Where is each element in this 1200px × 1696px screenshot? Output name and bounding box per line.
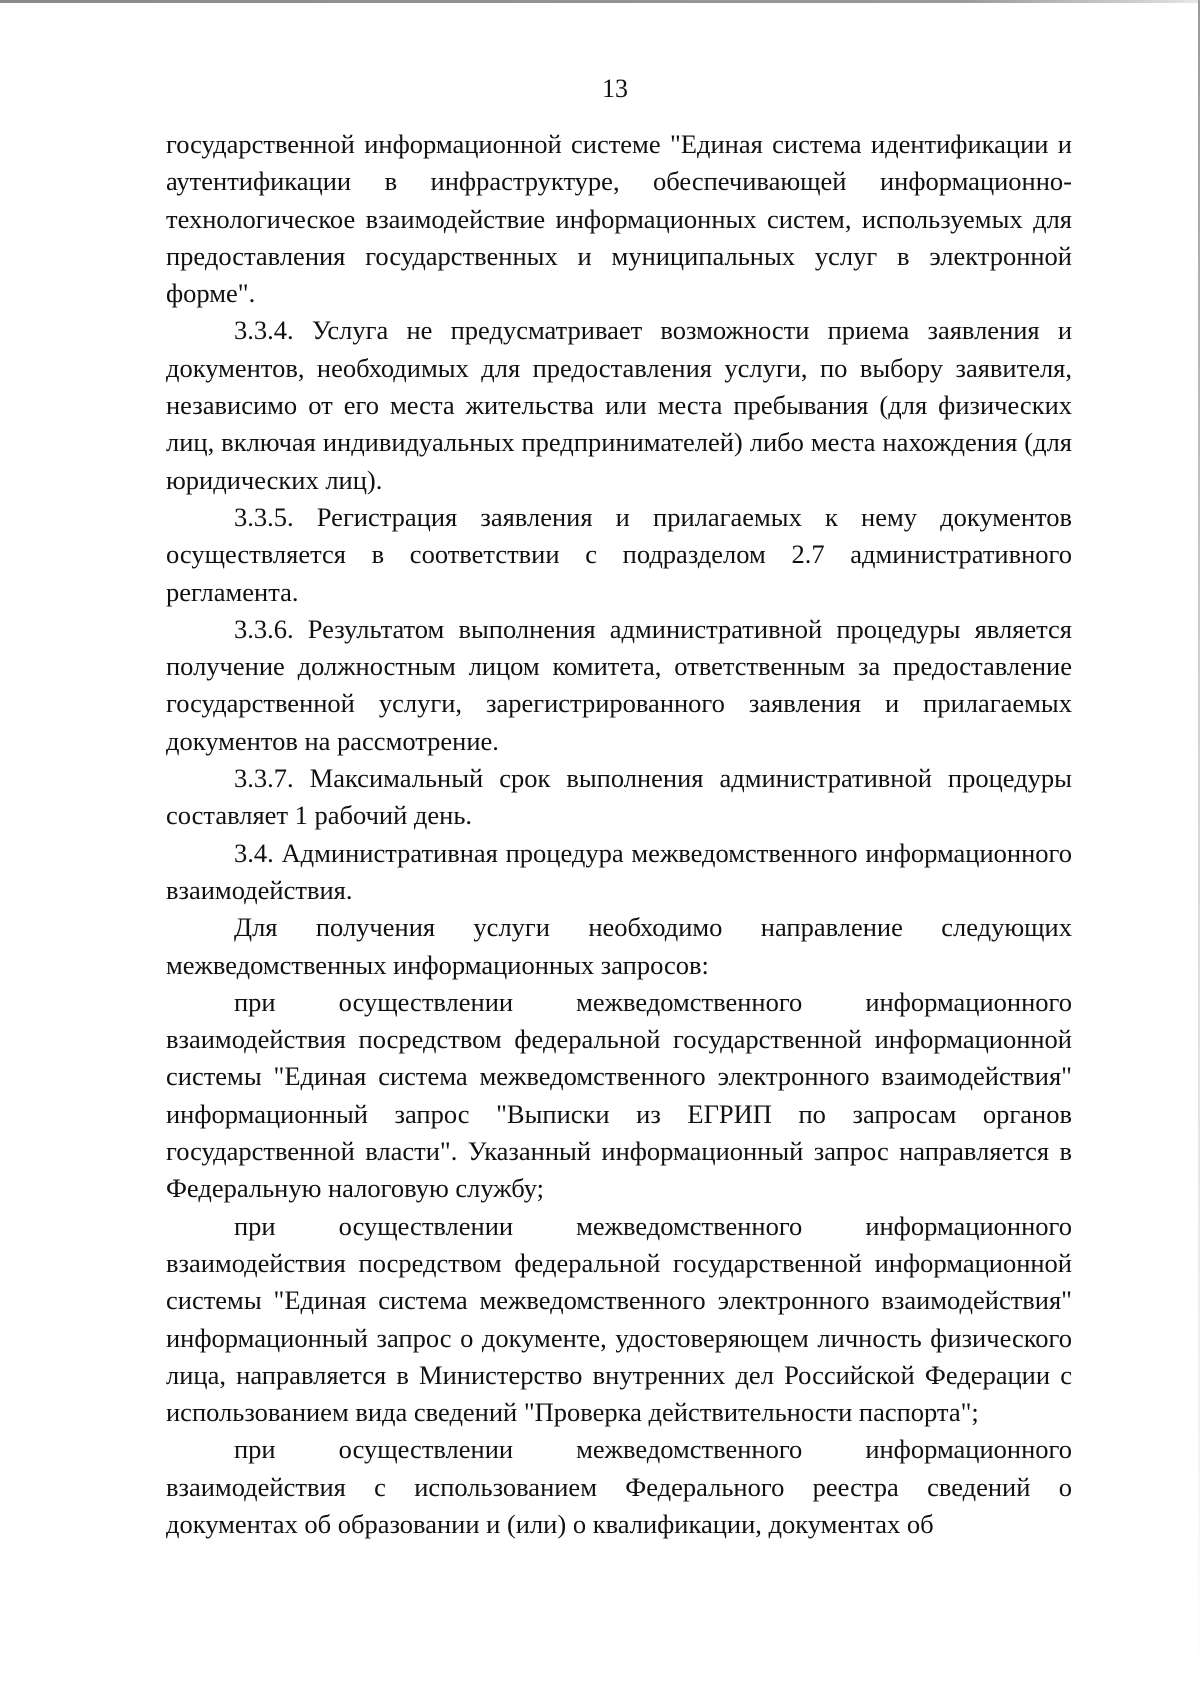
- paragraph-3-3-5: 3.3.5. Регистрация заявления и прилагаемых к нему документов осуществляется в соответствии с подразделом 2.7 административного регламента.: [166, 501, 1072, 607]
- paragraph-request-education: при осуществлении межведомственного информационного взаимодействия с использованием Федерального реестра сведений о документах об образовании и (или) о квалификации, документах об: [166, 1434, 1072, 1539]
- paragraph-continuation: государственной информационной системе "Единая система идентификации и аутентификации в инфраструктуре, обеспечивающей информационно-технологическое взаимодействие информационных систем, используемых для предоставления государственных и муниципальных услуг в электронной форме".: [166, 129, 1072, 309]
- paragraph-3-4-heading: 3.4. Административная процедура межведомственного информационного взаимодействия.: [166, 837, 1072, 905]
- paragraph-3-3-6: 3.3.6. Результатом выполнения административной процедуры является получение должностным лицом комитета, ответственным за предоставление государственной услуги, зарегистрированного заявления и прилагаемых документов на рассмотрение.: [166, 613, 1072, 756]
- page-number: 13: [602, 74, 628, 103]
- paragraph-3-3-4: 3.3.4. Услуга не предусматривает возможности приема заявления и документов, необходимых для предоставления услуги, по выбору заявителя, независимо от его места жительства или места пребывания (для физических лиц, включая индивидуальных предпринимателей) либо места нахождения (для юридических лиц).: [166, 315, 1072, 495]
- paragraph-requests-intro: Для получения услуги необходимо направление следующих межведомственных информационных запросов:: [166, 912, 1072, 980]
- document-body: [166, 126, 1072, 1543]
- scan-top-edge: [0, 0, 1200, 3]
- paragraph-request-egrip: при осуществлении межведомственного информационного взаимодействия посредством федеральной государственной информационной системы "Единая система межведомственного электронного взаимодействия" информационный запрос "Выписки из ЕГРИП по запросам органов государственной власти". Указанный информационный запрос направляется в Федеральную налоговую службу;: [166, 986, 1072, 1204]
- paragraph-3-3-7: 3.3.7. Максимальный срок выполнения административной процедуры составляет 1 рабочий день.: [166, 763, 1072, 831]
- paragraph-request-passport: при осуществлении межведомственного информационного взаимодействия посредством федеральной государственной информационной системы "Единая система межведомственного электронного взаимодействия" информационный запрос о документе, удостоверяющем личность физического лица, направляется в Министерство внутренних дел Российской Федерации с использованием вида сведений "Проверка действительности паспорта";: [166, 1210, 1072, 1428]
